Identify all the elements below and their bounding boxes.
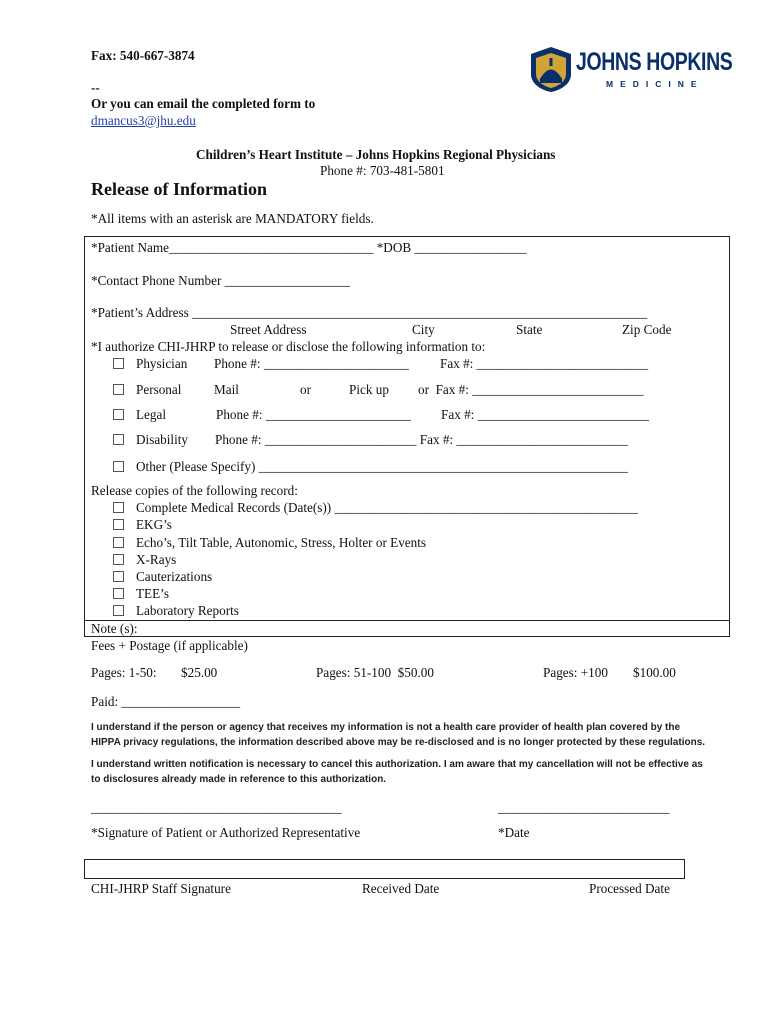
echo-checkbox[interactable] (113, 537, 124, 548)
record-complete-medical[interactable]: Complete Medical Records (Date(s)) ______________________________________________ (113, 500, 638, 515)
date-label: *Date (498, 825, 530, 840)
staff-signature-label: CHI-JHRP Staff Signature (91, 881, 231, 896)
disclaimer-cancellation: I understand written notification is necessary to cancel this authorization. I am aware that my cancellation will not be effective as to disclosures already made in reference to this authorization. (91, 759, 703, 785)
notes-field[interactable] (84, 620, 730, 637)
complete-records-checkbox[interactable] (113, 502, 124, 513)
other-checkbox[interactable] (113, 461, 124, 472)
street-address-label: Street Address (230, 322, 307, 337)
signature-line[interactable]: ______________________________________ (91, 800, 342, 815)
logo-subtitle: MEDICINE (606, 79, 704, 89)
ekg-checkbox[interactable] (113, 519, 124, 530)
tee-checkbox[interactable] (113, 588, 124, 599)
institute-name: Children’s Heart Institute – Johns Hopkins Regional Physicians (196, 147, 556, 162)
fee-pages-100-plus-price: $100.00 (633, 665, 676, 680)
date-line[interactable]: __________________________ (498, 800, 670, 815)
logo-name: JOHNS HOPKINS (576, 48, 733, 76)
page-title: Release of Information (91, 179, 267, 199)
email-intro: Or you can email the completed form to (91, 96, 316, 111)
legal-checkbox[interactable] (113, 409, 124, 420)
notes-label: Note (s): (91, 621, 138, 636)
authorize-statement: *I authorize CHI-JHRP to release or disclose the following information to: (91, 339, 486, 354)
city-label: City (412, 322, 435, 337)
institute-phone: Phone #: 703-481-5801 (320, 163, 445, 178)
personal-fax-field[interactable]: or Fax #: __________________________ (418, 382, 644, 397)
or-text: or (300, 382, 311, 397)
fee-pages-100-plus-label: Pages: +100 (543, 665, 608, 680)
record-echo[interactable]: Echo’s, Tilt Table, Autonomic, Stress, Holter or Events (113, 535, 426, 550)
disclaimer-redisclosure: I understand if the person or agency that receives my information is not a health care provider of health plan covered by the HIPPA privacy regulations, the information described above may be re-disclosed and is no longer protected by these regulations. (91, 722, 706, 748)
record-ekg[interactable]: EKG’s (113, 517, 172, 532)
release-records-intro: Release copies of the following record: (91, 483, 298, 498)
xrays-checkbox[interactable] (113, 554, 124, 565)
fee-pages-51-100: Pages: 51-100 $50.00 (316, 665, 434, 680)
personal-mail-option[interactable]: Mail (214, 382, 239, 397)
staff-use-box[interactable] (84, 859, 685, 879)
email-link[interactable]: dmancus3@jhu.edu (91, 113, 196, 128)
contact-phone-field[interactable]: *Contact Phone Number ___________________ (91, 273, 350, 288)
patient-name-dob-field[interactable]: *Patient Name_______________________________ *DOB _________________ (91, 240, 527, 255)
fee-pages-1-50-price: $25.00 (181, 665, 218, 680)
paid-field[interactable]: Paid: __________________ (91, 694, 241, 709)
received-date-label: Received Date (362, 881, 440, 896)
record-lab-reports[interactable]: Laboratory Reports (113, 603, 239, 618)
johns-hopkins-logo (530, 46, 740, 96)
recipient-physician[interactable]: Physician (113, 356, 187, 371)
processed-date-label: Processed Date (589, 881, 670, 896)
personal-checkbox[interactable] (113, 384, 124, 395)
fax-number: Fax: 540-667-3874 (91, 48, 195, 63)
fees-title: Fees + Postage (if applicable) (91, 638, 248, 653)
fee-pages-1-50-label: Pages: 1-50: (91, 665, 157, 680)
separator-dash: -- (91, 80, 100, 95)
recipient-personal[interactable]: Personal (113, 382, 181, 397)
mandatory-note: *All items with an asterisk are MANDATORY fields. (91, 211, 374, 226)
personal-pickup-option[interactable]: Pick up (349, 382, 389, 397)
lab-reports-checkbox[interactable] (113, 605, 124, 616)
recipient-disability[interactable]: Disability (113, 432, 188, 447)
state-label: State (516, 322, 543, 337)
disability-phone-fax-field[interactable]: Phone #: _______________________ Fax #: __________________________ (215, 432, 628, 447)
record-xrays[interactable]: X-Rays (113, 552, 176, 567)
physician-checkbox[interactable] (113, 358, 124, 369)
legal-fax-field[interactable]: Fax #: __________________________ (441, 407, 650, 422)
legal-phone-field[interactable]: Phone #: ______________________ (216, 407, 411, 422)
zip-code-label: Zip Code (622, 322, 672, 337)
record-cauterizations[interactable]: Cauterizations (113, 569, 212, 584)
physician-phone-field[interactable]: Phone #: ______________________ (214, 356, 409, 371)
signature-label: *Signature of Patient or Authorized Representative (91, 825, 361, 840)
recipient-legal[interactable]: Legal (113, 407, 166, 422)
physician-fax-field[interactable]: Fax #: __________________________ (440, 356, 649, 371)
record-tee[interactable]: TEE’s (113, 586, 169, 601)
cauterizations-checkbox[interactable] (113, 571, 124, 582)
recipient-other[interactable]: Other (Please Specify) ________________________________________________________ (113, 459, 628, 474)
patient-address-field[interactable]: *Patient’s Address _____________________________________________________________________ (91, 305, 648, 320)
dome-shield-icon (530, 46, 572, 92)
disability-checkbox[interactable] (113, 434, 124, 445)
